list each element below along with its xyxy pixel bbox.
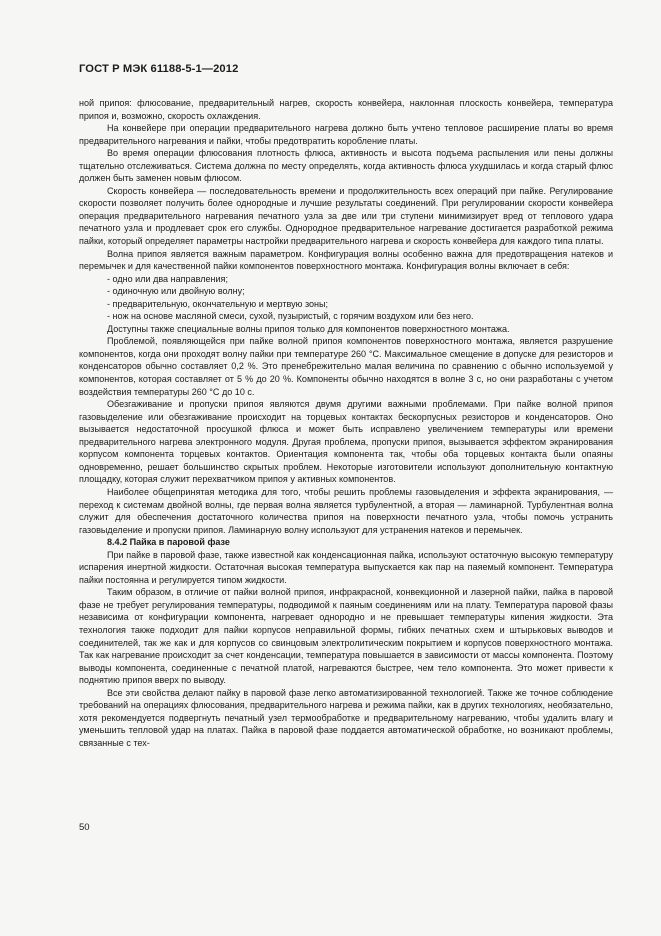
paragraph-fluxing: Во время операции флюсования плотность флюса, активность и высота подъема распыления или пены должны тщательно отслеживаться. Система должна по месту определять, когда активность флюса ухудшилась и когда старый флюс должен быть заменен новым флюсом.: [79, 148, 613, 184]
paragraph-wave-parameters-continued: ной припоя: флюсование, предварительный нагрев, скорость конвейера, наклонная плоскость конвейера, температура припоя и, возможно, скорость охлаждения.: [79, 98, 613, 121]
paragraph-conveyor-speed: Скорость конвейера — последовательность времени и продолжительность всех операций при пайке. Регулирование скорости позволяет получить более однородные и лучшие результаты соединений. При регулировании скорости конвейера операция предварительного нагревания печатного узла за две или три ступени минимизирует вред от теплового удара печатного узла и продлевает срок его службы. Однородное предварительное нагревание достигается разработкой режима пайки, который определяет параметры настройки предварительного нагрева и скорость конвейера для каждого типа платы.: [79, 185, 613, 247]
paragraph-vapor-phase-intro: При пайке в паровой фазе, также известной как конденсационная пайка, используют остаточную высокую температуру испарения инертной жидкости. Остаточная высокая температура выпускается как пар на паяемый компонент. Температура пайки постоянна и регулируется типом жидкости.: [79, 549, 613, 585]
list-item-direction: - одно или два направления;: [107, 273, 228, 284]
paragraph-component-damage: Проблемой, появляющейся при пайке волной припоя компонентов поверхностного монтажа, является разрушение компонентов, когда они проходят волну пайки при температуре 260 °С. Максимальное смещение в допуске для резисторов и конденсаторов обычно составляет 0,2 %. Это пренебрежительно малая величина по сравнению с обычно используемой у компонентов, которая составляет от 5 % до 20 %. Компоненты обычно находятся в волне 3 с, но они разработаны с учетом воздействия температуры 260 °С до 10 с.: [79, 336, 613, 397]
document-header: ГОСТ Р МЭК 61188-5-1—2012: [79, 63, 239, 75]
paragraph-dual-wave: Наиболее общепринятая методика для того, чтобы решить проблемы газовыделения и эффекта экранирования, — переход к системам двойной волны, где первая волна является турбулентной, а вторая — ламинарной. Турбулентная волна служит для обеспечения достаточного количества припоя на поверхности печатного узла, чтобы помочь устранить газовыделение и пропуски припоя. Ламинарную волну используют для устранения натеков и перемычек.: [79, 486, 613, 535]
paragraph-vapor-phase-automation: Все эти свойства делают пайку в паровой фазе легко автоматизированной технологией. Также же точное соблюдение требований на операциях флюсования, предварительного нагрева и режима пайки, как в других технологиях, необязательно, хотя рекомендуется подвергнуть печатный узел термообработке и предварительному нагреванию, чтобы удалить влагу и уменьшить тепловой удар на платах. Пайка в паровой фазе поддается автоматической обработке, но возникают проблемы, связанные с тех-: [79, 687, 613, 748]
page-number: 50: [79, 822, 90, 833]
paragraph-conveyor-preheat: На конвейере при операции предварительного нагрева должно быть учтено тепловое расширение платы во время предварительного нагревания и пайки, чтобы предотвратить коробление платы.: [79, 123, 613, 146]
paragraph-vapor-phase-properties: Таким образом, в отличие от пайки волной припоя, инфракрасной, конвекционной и лазерной пайки, пайка в паровой фазе не требует регулирования температуры, подводимой к паяным соединениям или на плату. Температура паровой фазы независима от конфигурации компонента, нагревает однородно и не превышает температуры кипения жидкости. Эта технология также подходит для пайки корпусов неправильной формы, гибких печатных схем и штырьковых выводов и соединителей, так же как и для корпусов со свинцовым электролитическим покрытием и корпусов поверхностного монтажа. Так как нагревание происходит за счет конденсации, температура повышается в зависимости от массы компонента. Поэтому выводы компонента, соединенные с печатной платой, нагреваются быстрее, чем тело компонента. Это может привести к поднятию припоя вверх по выводу.: [79, 587, 613, 686]
paragraph-outgassing: Обезгаживание и пропуски припоя являются двумя другими важными проблемами. При пайке волной припоя газовыделение или обезгаживание происходит на торцевых контактах бескорпусных резисторов и конденсаторов. Оно вызывается недостаточной просушкой флюса и может быть исправлено увеличением температуры или времени предварительного нагрева электронного модуля. Другая проблема, пропуски припоя, вызывается эффектом экранирования корпусом компонента торцевых контактов. Ориентация компонента так, чтобы оба торцевых контакта были опаяны одновременно, решает большинство скрытых проблем. Некоторые изготовители используют дополнительную контактную площадку, которая служит перехватчиком припоя у активных компонентов.: [79, 399, 613, 485]
section-heading-8-4-2: 8.4.2 Пайка в паровой фазе: [107, 537, 230, 548]
paragraph-solder-wave: Волна припоя является важным параметром. Конфигурация волны особенно важна для предотвращения натеков и перемычек и для качественной пайки компонентов поверхностного монтажа. Конфигурация волны включает в себя:: [79, 248, 613, 272]
list-item-zones: - предварительную, окончательную и мертвую зоны;: [107, 298, 329, 309]
list-item-knife: - нож на основе масляной смеси, сухой, пузыристый, с горячим воздухом или без него.: [107, 311, 474, 322]
list-item-wave-count: - одиночную или двойную волну;: [107, 286, 245, 297]
document-body: [79, 97, 613, 749]
paragraph-special-waves: Доступны также специальные волны припоя только для компонентов поверхностного монтажа.: [107, 323, 510, 334]
